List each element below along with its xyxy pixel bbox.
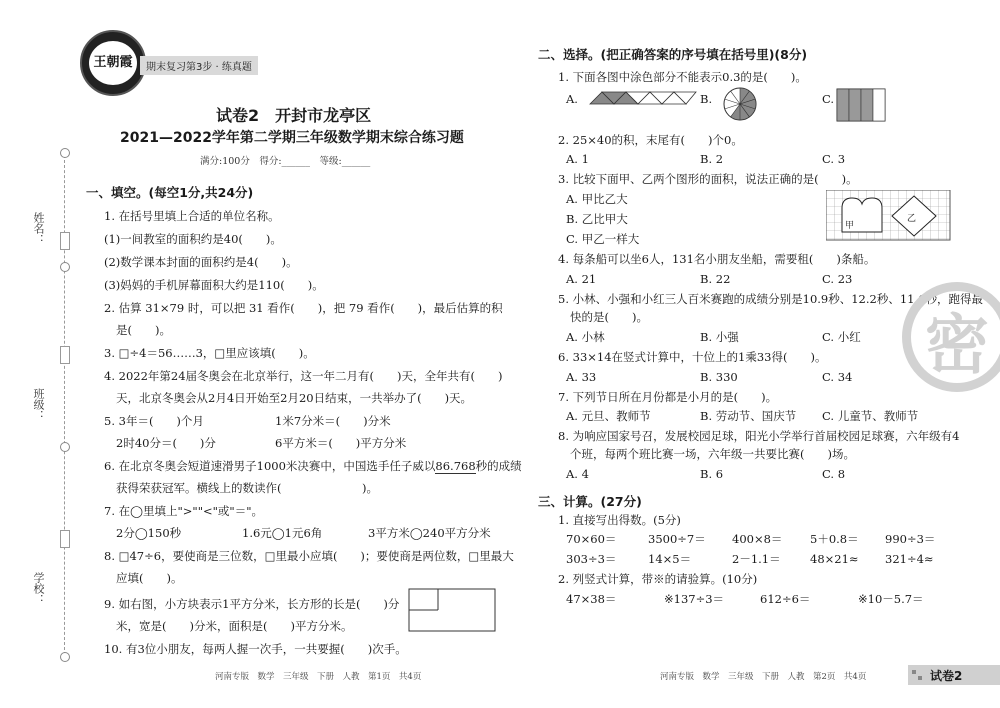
choice-7-option-b: B. 劳动节、国庆节 [700, 409, 797, 423]
choice-4-option-b: B. 22 [700, 272, 731, 286]
choice-7: 7. 下列节日所在月份都是小月的是( )。 [558, 390, 778, 404]
question-5-b2: 6平方米＝( )平方分米 [275, 436, 407, 450]
calc-1: 1. 直接写出得数。(5分) [558, 513, 681, 527]
section-2-title: 二、选择。(把正确答案的序号填在括号里)(8分) [538, 47, 808, 62]
question-5-a2: 1米7分米＝( )分米 [275, 414, 391, 428]
question-1-b: (2)数学课本封面的面积约是4( )。 [104, 255, 298, 269]
question-6-line2: 获得荣获冠军。横线上的数读作( )。 [116, 481, 378, 495]
choice-5-line2: 快的是( )。 [570, 310, 648, 324]
choice-3-option-c: C. 甲乙一样大 [566, 232, 640, 246]
question-3: 3. □÷4＝56……3，□里应该填( )。 [104, 346, 315, 360]
question-1-a: (1)一间教室的面积约是40( )。 [104, 232, 282, 246]
choice-1-option-a: A. [566, 92, 578, 106]
binding-line [64, 150, 65, 655]
choice-6-option-a: A. 33 [566, 370, 597, 384]
calc-1-item: 3500÷7＝ [648, 532, 706, 546]
choice-3: 3. 比较下面甲、乙两个图形的面积，说法正确的是( )。 [558, 172, 858, 186]
underlined-number: 86.768 [435, 459, 476, 473]
calc-2-item: 612÷6＝ [760, 592, 811, 606]
section-1-title: 一、填空。(每空1分,共24分) [86, 185, 254, 200]
choice-8-option-c: C. 8 [822, 467, 846, 481]
calc-2-item: 47×38＝ [566, 592, 617, 606]
question-5-a1: 5. 3年＝( )个月 [104, 414, 204, 428]
choice-2: 2. 25×40的积，末尾有( )个0。 [558, 133, 743, 147]
school-label: 学校： [32, 572, 45, 605]
tab-marker [918, 676, 922, 680]
calc-1-item: 990÷3＝ [885, 532, 936, 546]
choice-7-option-a: A. 元旦、教师节 [566, 409, 651, 423]
header-banner: 期末复习第3步 · 练真题 [140, 56, 258, 75]
figure-label-yi: 乙 [907, 214, 917, 224]
choice-4-option-c: C. 23 [822, 272, 853, 286]
question-7-c: 3平方米◯240平方分米 [368, 526, 491, 540]
binding-dot [60, 442, 70, 452]
choice-2-option-a: A. 1 [566, 152, 589, 166]
calc-1-item: 48×21≈ [810, 552, 859, 566]
question-10: 10. 有3位小朋友，每两人握一次手，一共要握( )次手。 [104, 642, 407, 656]
choice-3-option-a: A. 甲比乙大 [566, 192, 628, 206]
question-8-line2: 应填( )。 [116, 571, 183, 585]
choice-5-option-b: B. 小强 [700, 330, 739, 344]
choice-6: 6. 33×14在竖式计算中，十位上的1乘33得( )。 [558, 350, 827, 364]
question-7: 7. 在◯里填上">""<"或"＝"。 [104, 504, 264, 518]
question-8-line1: 8. □47÷6，要使商是三位数，□里最小应填( )；要使商是两位数，□里最大 [104, 549, 514, 563]
question-2-line1: 2. 估算 31×79 时，可以把 31 看作( )，把 79 看作( )，最后估算的积 [104, 301, 503, 315]
binding-dot [60, 262, 70, 272]
choice-6-option-b: B. 330 [700, 370, 738, 384]
question-5-b1: 2时40分＝( )分 [116, 436, 216, 450]
question-7-a: 2分◯150秒 [116, 526, 182, 540]
choice-5-option-c: C. 小红 [822, 330, 861, 344]
question-1: 1. 在括号里填上合适的单位名称。 [104, 209, 280, 223]
choice-1: 1. 下面各图中涂色部分不能表示0.3的是( )。 [558, 70, 807, 84]
question-6-text-post: 秒的成绩 [475, 459, 522, 473]
brand-logo [80, 30, 146, 96]
calc-2: 2. 列竖式计算，带※的请验算。(10分) [558, 572, 758, 586]
binding-ring [60, 346, 70, 364]
bar-strip-figure [836, 88, 886, 122]
calc-1-item: 14×5＝ [648, 552, 692, 566]
choice-7-option-c: C. 儿童节、教师节 [822, 409, 919, 423]
section-3-title: 三、计算。(27分) [538, 494, 642, 509]
choice-4-option-a: A. 21 [566, 272, 597, 286]
calc-2-item: ※137÷3＝ [664, 592, 725, 606]
calc-1-item: 5＋0.8＝ [810, 532, 859, 546]
question-2-line2: 是( )。 [116, 323, 171, 337]
binding-ring [60, 232, 70, 250]
pie-figure [722, 86, 758, 122]
choice-1-option-c: C. [822, 92, 835, 106]
calc-1-item: 303÷3＝ [566, 552, 617, 566]
question-9-line1: 9. 如右图，小方块表示1平方分米，长方形的长是( )分 [104, 597, 400, 611]
question-4-line1: 4. 2022年第24届冬奥会在北京举行，这一年二月有( )天，全年共有( ) [104, 369, 503, 383]
choice-8-line2: 个班，每两个班比赛一场，六年级一共要比赛( )场。 [570, 447, 855, 461]
page-tab-label: 试卷2 [930, 669, 963, 683]
name-label: 姓名： [32, 212, 45, 245]
choice-6-option-c: C. 34 [822, 370, 853, 384]
calc-1-item: 400×8＝ [732, 532, 783, 546]
page-title: 试卷2 开封市龙亭区 [216, 106, 372, 125]
binding-ring [60, 530, 70, 548]
question-7-b: 1.6元◯1元6角 [242, 526, 323, 540]
rectangle-grid-figure [408, 588, 498, 634]
page-tab [908, 665, 1000, 685]
calc-1-item: 2－1.1＝ [732, 552, 781, 566]
calc-2-item: ※10－5.7＝ [858, 592, 924, 606]
question-1-c: (3)妈妈的手机屏幕面积大约是110( )。 [104, 278, 324, 292]
calc-1-item: 70×60＝ [566, 532, 617, 546]
watermark-stamp: 密 [902, 282, 1000, 392]
tab-marker [912, 670, 916, 674]
right-footer: 河南专版 数学 三年级 下册 人教 第2页 共4页 [660, 672, 867, 682]
choice-5-line1: 5. 小林、小强和小红三人百米赛跑的成绩分别是10.9秒、12.2秒、11.6秒，跑得最 [558, 292, 983, 306]
choice-2-option-b: B. 2 [700, 152, 724, 166]
choice-1-option-b: B. [700, 92, 713, 106]
score-line: 满分:100分 得分:______ 等级:______ [200, 156, 371, 167]
question-9-line2: 米，宽是( )分米，面积是( )平方分米。 [116, 619, 353, 633]
brand-text: 王朝霞 [89, 41, 137, 85]
figure-label-jia: 甲 [845, 221, 855, 231]
triangle-strip-figure [588, 90, 698, 106]
grid-comparison-figure [826, 190, 952, 242]
question-4-line2: 天，北京冬奥会从2月4日开始至2月20日结束，一共举办了( )天。 [116, 391, 473, 405]
choice-8-option-a: A. 4 [566, 467, 589, 481]
choice-4: 4. 每条船可以坐6人，131名小朋友坐船，需要租( )条船。 [558, 252, 876, 266]
choice-5-option-a: A. 小林 [566, 330, 605, 344]
choice-3-option-b: B. 乙比甲大 [566, 212, 628, 226]
page-subtitle: 2021—2022学年第二学期三年级数学期末综合练习题 [120, 130, 464, 146]
calc-1-item: 321÷4≈ [885, 552, 934, 566]
choice-8-line1: 8. 为响应国家号召，发展校园足球，阳光小学举行首届校园足球赛，六年级有4 [558, 429, 960, 443]
choice-8-option-b: B. 6 [700, 467, 724, 481]
question-6-line1 [104, 459, 522, 474]
question-6-text-pre: 6. 在北京冬奥会短道速滑男子1000米决赛中，中国选手任子威以 [104, 459, 436, 473]
binding-dot [60, 148, 70, 158]
left-footer: 河南专版 数学 三年级 下册 人教 第1页 共4页 [215, 672, 422, 682]
choice-2-option-c: C. 3 [822, 152, 846, 166]
class-label: 班级： [32, 388, 45, 421]
binding-dot [60, 652, 70, 662]
